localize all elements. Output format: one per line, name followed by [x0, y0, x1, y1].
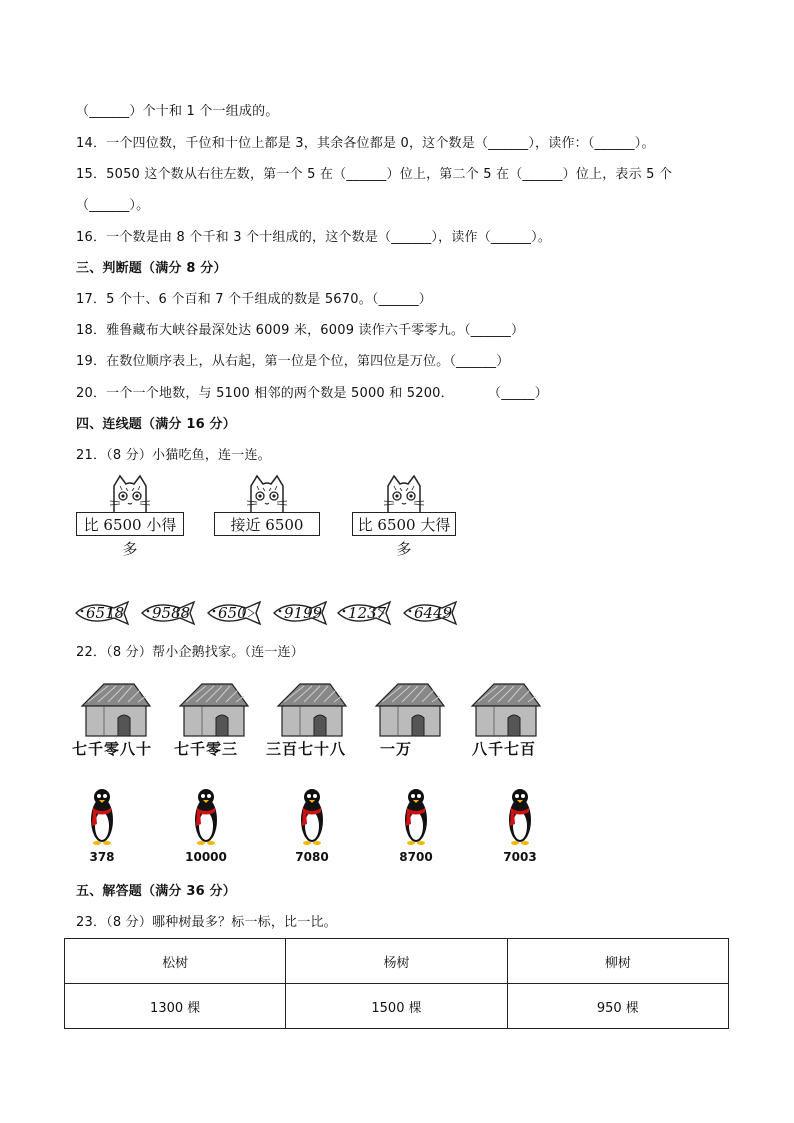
- penguin-1: [88, 786, 116, 850]
- house-label: 一万: [380, 740, 413, 758]
- fish-4: [272, 600, 330, 630]
- penguin-4: [402, 786, 430, 850]
- cat-sign-label: 接近 6500: [214, 512, 320, 536]
- penguin-icon: [506, 786, 534, 846]
- penguin-3: [298, 786, 326, 850]
- cat-icon: [108, 474, 152, 514]
- fish-3: [206, 600, 264, 630]
- fish-1: [74, 600, 132, 630]
- fish-number: 9199: [284, 604, 323, 622]
- penguin-number: 10000: [185, 850, 227, 864]
- q20: 20．一个一个地数，与 5100 相邻的两个数是 5000 和 5200．: [76, 386, 454, 401]
- q17: 17．5 个十、6 个百和 7 个千组成的数是 5670。（______）: [76, 292, 433, 307]
- fish-2: [140, 600, 198, 630]
- q14: 14．一个四位数，千位和十位上都是 3，其余各位都是 0，这个数是（______），读作：（______）。: [76, 136, 655, 151]
- q13-tail: （______）个十和 1 个一组成的。: [76, 104, 279, 119]
- penguin-icon: [192, 786, 220, 846]
- cat-icon: [245, 474, 289, 514]
- section-3-title: 三、判断题（满分 8 分）: [76, 261, 227, 276]
- q20-blank: （_____）: [488, 386, 548, 401]
- cat-sign-2: [214, 474, 320, 536]
- table-header: 松树: [65, 939, 286, 984]
- table-header-row: [65, 939, 729, 984]
- table-cell: 950 棵: [507, 984, 728, 1029]
- penguin-number: 7003: [503, 850, 537, 864]
- house-icon: [78, 682, 152, 738]
- cat-icon: [382, 474, 426, 514]
- table-cell: 1300 棵: [65, 984, 286, 1029]
- cat-sign-3: [352, 474, 456, 558]
- penguin-5: [506, 786, 534, 850]
- table-header: 杨树: [286, 939, 507, 984]
- penguin-icon: [298, 786, 326, 846]
- penguin-icon: [88, 786, 116, 846]
- penguin-number: 378: [89, 850, 115, 864]
- q21: 21．（8 分）小猫吃鱼，连一连。: [76, 448, 271, 463]
- house-1: [78, 682, 152, 742]
- penguin-2: [192, 786, 220, 850]
- q23: 23．（8 分）哪种树最多？标一标，比一比。: [76, 915, 337, 930]
- fish-number: 1237: [348, 604, 387, 622]
- q16: 16．一个数是由 8 个千和 3 个十组成的，这个数是（______），读作（______）。: [76, 230, 552, 245]
- q18: 18．雅鲁藏布大峡谷最深处达 6009 米，6009 读作六千零零九。（______）: [76, 323, 525, 338]
- house-icon: [176, 682, 250, 738]
- house-icon: [372, 682, 446, 738]
- house-label: 三百七十八: [266, 740, 347, 758]
- cat-sign-label: 比 6500 小得多: [76, 512, 184, 536]
- table-row: [65, 984, 729, 1029]
- fish-6: [402, 600, 460, 630]
- penguin-number: 7080: [295, 850, 329, 864]
- section-5-title: 五、解答题（满分 36 分）: [76, 884, 236, 899]
- cat-sign-1: [76, 474, 184, 558]
- house-icon: [468, 682, 542, 738]
- penguin-number: 8700: [399, 850, 433, 864]
- fish-5: [336, 600, 394, 630]
- fish-number: 6518: [86, 604, 125, 622]
- penguin-icon: [402, 786, 430, 846]
- house-label: 七千零八十: [72, 740, 153, 758]
- house-icon: [274, 682, 348, 738]
- q22: 22．（8 分）帮小企鹅找家。（连一连）: [76, 645, 304, 660]
- house-3: [274, 682, 348, 742]
- section-4-title: 四、连线题（满分 16 分）: [76, 417, 236, 432]
- table-header: 柳树: [507, 939, 728, 984]
- house-2: [176, 682, 250, 742]
- fish-number: 650: [218, 604, 247, 622]
- fish-number: 6449: [414, 604, 453, 622]
- q15-line2: （______）。: [76, 198, 150, 213]
- cat-sign-label: 比 6500 大得多: [352, 512, 456, 536]
- table-cell: 1500 棵: [286, 984, 507, 1029]
- house-5: [468, 682, 542, 742]
- q15-line1: 15．5050 这个数从右往左数，第一个 5 在（______）位上，第二个 5 在（______）位上，表示 5 个: [76, 167, 673, 182]
- house-4: [372, 682, 446, 742]
- house-label: 七千零三: [174, 740, 239, 758]
- house-label: 八千七百: [472, 740, 537, 758]
- fish-number: 9588: [152, 604, 191, 622]
- q19: 19．在数位顺序表上，从右起，第一位是个位，第四位是万位。（______）: [76, 354, 510, 369]
- tree-table: [64, 938, 729, 1029]
